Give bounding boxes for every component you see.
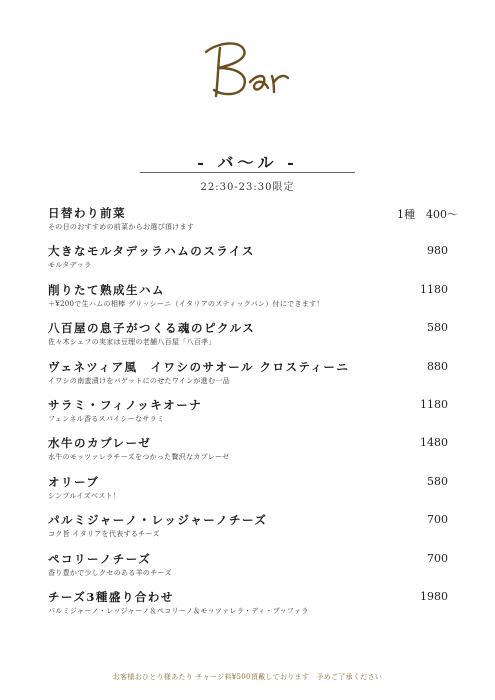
- menu-item-description: シンプルイズベスト！: [48, 491, 121, 500]
- service-hours: 22:30-23:30限定: [200, 182, 295, 193]
- menu-item-name: サラミ・フィノッキオーナ: [48, 397, 203, 412]
- menu-item-name: 大きなモルタデッラハムのスライス: [48, 244, 255, 259]
- menu-item-price: 1480: [420, 436, 448, 450]
- menu-item: [48, 205, 458, 243]
- bar-logo: [0, 30, 495, 110]
- menu-item-price: 980: [427, 244, 448, 258]
- menu-item-description: 佐々木シェフの実家は豆理の老舗八百屋「八百孝」: [48, 338, 216, 347]
- menu-item-description: その日のおすすめの前菜からお選び頂けます: [48, 223, 195, 231]
- menu-item-description: 水牛のモッツァレラチーズをつかった贅沢なカプレーゼ: [48, 453, 230, 462]
- menu-item-price: 700: [427, 551, 448, 565]
- menu-item: [48, 359, 458, 397]
- menu-item-price: 580: [427, 474, 448, 488]
- menu-item: [48, 512, 458, 550]
- menu-item-description: 香り豊かで少しクセのある羊のチーズ: [48, 568, 172, 577]
- menu-item-price: 1種 400～: [397, 208, 458, 221]
- charge-note: お客様おひとり様あたり チャージ料¥500頂戴しております 予めご了承ください: [112, 673, 383, 681]
- menu-item-name: ペコリーノチーズ: [48, 551, 152, 566]
- menu-item: [48, 551, 458, 589]
- menu-item-name: ヴェネツィア風 イワシのサオール クロスティーニ: [48, 359, 350, 374]
- menu-item-price: 580: [427, 321, 448, 335]
- menu-item-description: コク旨 イタリアを代表するチーズ: [48, 530, 160, 539]
- menu-item: [48, 397, 458, 435]
- menu-item-description: ＋¥200で生ハムの相棒 グリッシーニ（イタリアのスティックパン）付にできます！: [48, 299, 324, 308]
- menu-item-price: 1180: [420, 397, 448, 411]
- menu-item-description: イワシの南蛮漬けをバゲットにのせたワインが進む一品: [48, 376, 231, 385]
- menu-item: [48, 243, 458, 281]
- menu-item: [48, 589, 458, 627]
- menu-item: [48, 320, 458, 358]
- menu-item-price: 700: [427, 513, 448, 527]
- menu-item-name: チーズ3種盛り合わせ: [48, 589, 174, 604]
- menu-item-name: 水牛のカプレーゼ: [48, 436, 152, 451]
- menu-item-name: パルミジャーノ・レッジャーノチーズ: [48, 513, 268, 528]
- menu-item-price: 1980: [420, 589, 448, 603]
- title-divider: [140, 172, 355, 173]
- menu-item-price: 880: [427, 359, 448, 373]
- menu-item-name: 八百屋の息子がつくる魂のピクルス: [48, 321, 256, 336]
- menu-item-description: モルタデッラ: [48, 261, 92, 270]
- section-title: - バ～ル -: [197, 153, 298, 172]
- menu-item-name: 日替わり前菜: [48, 206, 126, 220]
- menu-item-name: 削りたて熟成生ハム: [48, 282, 165, 297]
- menu-item-description: フェンネル香るスパイシーなサラミ: [48, 414, 165, 423]
- menu-item-price: 1180: [420, 282, 448, 296]
- bar-script-logo-icon: [188, 30, 308, 110]
- menu-item-name: オリーブ: [48, 474, 100, 489]
- menu-item: [48, 435, 458, 473]
- menu-item: [48, 282, 458, 320]
- menu-item-description: パルミジャーノ・レッジャーノ＆ペコリーノ＆モッツァレラ・ディ・ブッファラ: [48, 606, 309, 615]
- menu-item: [48, 474, 458, 512]
- menu-list: [48, 205, 458, 627]
